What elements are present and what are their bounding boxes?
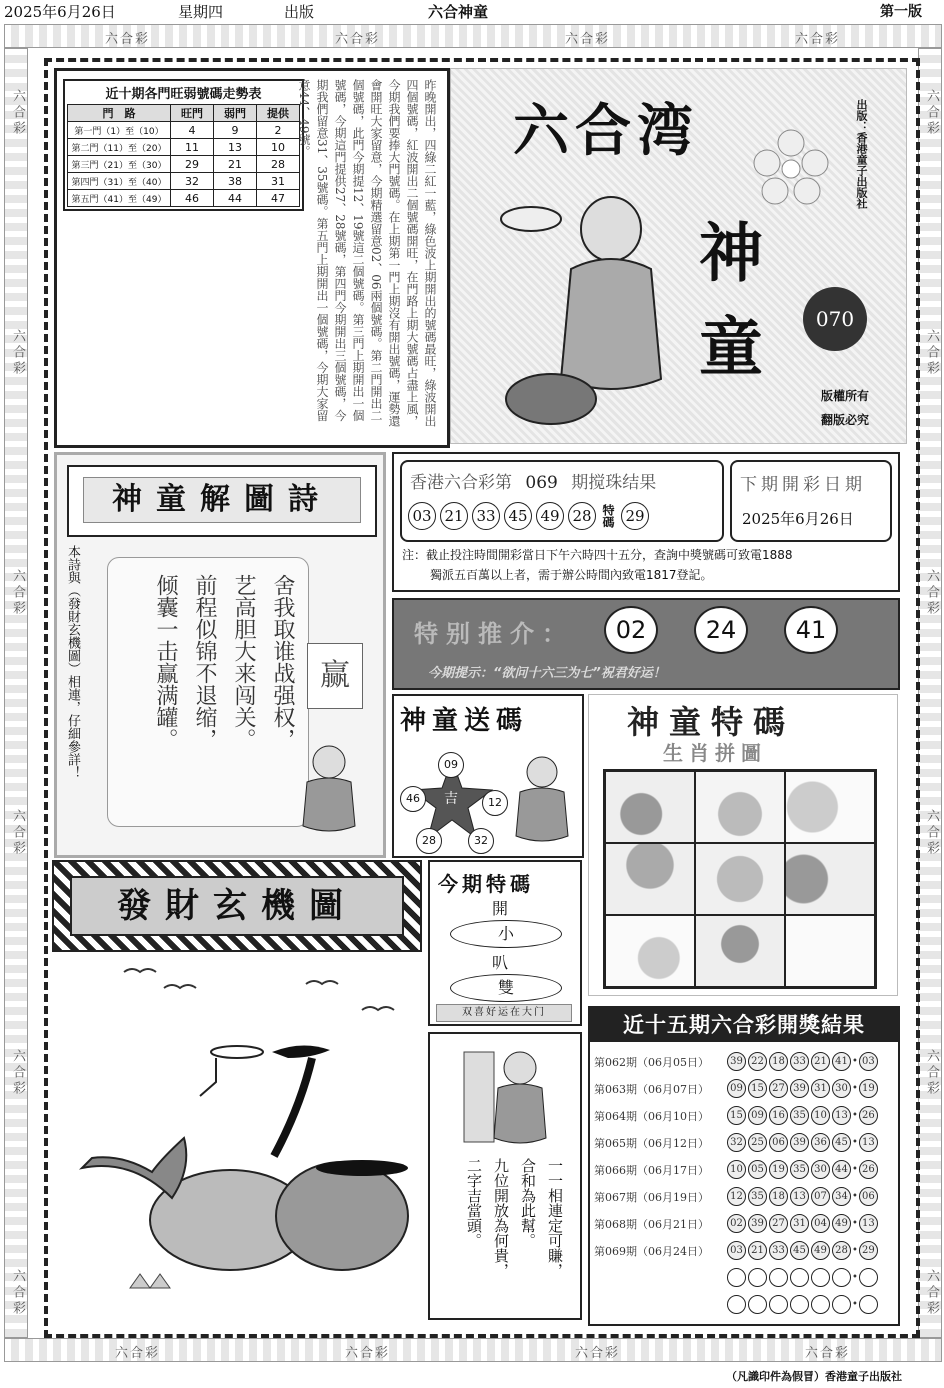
draw-ball: 49 <box>536 502 564 530</box>
result-ball <box>811 1268 830 1287</box>
result-ball: 05 <box>748 1160 767 1179</box>
result-ball: 44 <box>832 1160 851 1179</box>
border-text: 六合彩 <box>795 32 841 47</box>
trend-cell: 第五門（41）至（49） <box>68 190 171 207</box>
recommend-ball: 41 <box>784 606 838 654</box>
result-ball: 21 <box>811 1052 830 1071</box>
result-separator-icon: • <box>852 1137 858 1148</box>
recommend-ball: 02 <box>604 606 658 654</box>
gift-center: 吉 <box>444 791 458 807</box>
next-draw-box <box>730 460 892 542</box>
next-draw-date: 2025年6月26日 <box>742 510 854 528</box>
trend-cell: 第二門（11）至（20） <box>68 139 171 156</box>
result-ball: 19 <box>769 1160 788 1179</box>
hint-poem-line: 九位開放為何貴， <box>492 1158 510 1278</box>
result-row <box>594 1102 894 1129</box>
results-title: 近十五期六合彩開獎結果 <box>590 1008 898 1042</box>
trend-header: 旺門 <box>171 105 214 122</box>
issue-number-badge: 070 <box>803 287 867 351</box>
result-ball: 02 <box>727 1214 746 1233</box>
trend-header: 門 路 <box>68 105 171 122</box>
special-code-section <box>588 694 898 996</box>
trend-cell: 47 <box>257 190 300 207</box>
result-label: 第062期（06月05日） <box>594 1055 709 1069</box>
result-ball: 35 <box>748 1187 767 1206</box>
next-draw-label: 下期開彩日期 <box>740 475 866 495</box>
result-label: 第064期（06月10日） <box>594 1109 709 1123</box>
result-separator-icon: • <box>852 1056 858 1067</box>
poem-side-note: 本詩與（發財玄機圖）相連，仔細參詳！ <box>65 545 80 779</box>
gift-title: 神童送碼 <box>400 706 529 736</box>
result-ball <box>727 1295 746 1314</box>
border-text: 六合彩 <box>924 809 939 857</box>
this-issue-small: 小 <box>450 920 562 948</box>
left-border-strip <box>4 48 28 1338</box>
result-ball: 32 <box>727 1133 746 1152</box>
result-ball <box>769 1268 788 1287</box>
publisher-label: 出版：香港童子出版社 <box>855 99 868 209</box>
right-border-strip <box>918 48 942 1338</box>
fortune-picture <box>52 958 418 1322</box>
zodiac-puzzle <box>603 769 877 989</box>
result-ball: 18 <box>769 1187 788 1206</box>
result-label: 第068期（06月21日） <box>594 1217 709 1231</box>
puzzle-tile <box>605 915 695 987</box>
trend-cell: 21 <box>214 156 257 173</box>
result-special-ball: 19 <box>859 1079 878 1098</box>
result-ball: 07 <box>811 1187 830 1206</box>
hint-poem-line: 二字吉當頭。 <box>465 1158 483 1248</box>
trend-cell: 32 <box>171 173 214 190</box>
balls-icon <box>753 129 829 213</box>
border-text: 六合彩 <box>924 329 939 377</box>
border-text: 六合彩 <box>565 32 611 47</box>
result-separator-icon: • <box>852 1110 858 1121</box>
puzzle-tile <box>695 843 785 915</box>
rights-text-1: 版權所有 <box>821 389 870 403</box>
bottom-border-strip <box>4 1338 942 1362</box>
result-ball: 39 <box>790 1079 809 1098</box>
border-text: 六合彩 <box>924 1049 939 1097</box>
trend-cell: 第四門（31）至（40） <box>68 173 171 190</box>
border-text: 六合彩 <box>10 1049 25 1097</box>
hint-poem-lines <box>464 1158 566 1278</box>
result-ball: 18 <box>769 1052 788 1071</box>
gift-ball: 09 <box>438 752 464 778</box>
result-ball: 39 <box>748 1214 767 1233</box>
result-label: 第069期（06月24日） <box>594 1244 709 1258</box>
border-text: 六合彩 <box>10 809 25 857</box>
result-ball: 45 <box>832 1133 851 1152</box>
puzzle-tile <box>695 915 785 987</box>
result-ball: 09 <box>727 1079 746 1098</box>
draw-result-title <box>410 468 656 493</box>
result-row <box>594 1048 894 1075</box>
header-publish: 出版 <box>284 3 315 21</box>
border-text: 六合彩 <box>335 32 381 47</box>
special-code-title: 神童特碼 <box>627 703 796 741</box>
result-ball: 22 <box>748 1052 767 1071</box>
puzzle-tile <box>605 843 695 915</box>
trend-section <box>54 68 450 448</box>
result-special-ball: 13 <box>859 1133 878 1152</box>
recommend-ball: 24 <box>694 606 748 654</box>
analysis-text: 昨晚開出，四綠二紅一藍，綠色波上期開出的號碼最旺，綠波開出四個號碼，紅波開出二個號碼開旺，在門路上期大號碼占盡上風，今期我們要捧大門號碼。在上期第一門上期沒有開出號碼，運勢還會開旺大家留意，今期精選留意02、06兩個號碼。第二門開出二個號碼，此門今期提12、19號這二個號碼。第三門上期開出一個號碼，今期這門提供27、28號碼，第四門今期開出三個號碼，今期我們留意31、35號碼。第五門上期開出一個號碼，今期大家留意44、49號。 <box>297 79 437 427</box>
result-ball: 15 <box>748 1079 767 1098</box>
result-ball: 25 <box>748 1133 767 1152</box>
draw-result-prefix: 香港六合彩第 <box>410 473 512 493</box>
border-text: 六合彩 <box>10 1269 25 1317</box>
result-ball: 06 <box>769 1133 788 1152</box>
footer-text: （凡識印件為假冒）香港童子出版社 <box>726 1370 902 1383</box>
result-special-ball: 26 <box>859 1106 878 1125</box>
result-ball: 28 <box>832 1241 851 1260</box>
poem-line: 舍我取谁战强权， <box>270 574 295 750</box>
poem-section <box>54 452 386 858</box>
paper-name: 六合神童 <box>428 3 489 21</box>
trend-cell: 13 <box>214 139 257 156</box>
trend-cell: 第三門（21）至（30） <box>68 156 171 173</box>
result-ball: 12 <box>727 1187 746 1206</box>
draw-result-section <box>392 452 900 592</box>
result-ball: 35 <box>790 1106 809 1125</box>
header-bar <box>0 0 944 22</box>
result-ball: 16 <box>769 1106 788 1125</box>
result-ball <box>790 1295 809 1314</box>
special-ball: 29 <box>621 502 649 530</box>
result-ball: 31 <box>790 1214 809 1233</box>
result-separator-icon: • <box>852 1164 858 1175</box>
result-ball: 31 <box>811 1079 830 1098</box>
result-ball: 35 <box>790 1160 809 1179</box>
result-ball: 33 <box>769 1241 788 1260</box>
draw-ball: 45 <box>504 502 532 530</box>
result-special-ball <box>859 1295 878 1314</box>
result-special-ball: 26 <box>859 1160 878 1179</box>
rights-text-2: 翻版必究 <box>821 413 870 427</box>
result-ball: 21 <box>748 1241 767 1260</box>
puzzle-tile <box>785 843 875 915</box>
result-separator-icon: • <box>852 1083 858 1094</box>
trend-cell: 29 <box>171 156 214 173</box>
draw-result-suffix: 期搅珠结果 <box>571 473 657 493</box>
result-ball: 41 <box>832 1052 851 1071</box>
draw-ball: 21 <box>440 502 468 530</box>
masthead-side-title: 神童 <box>688 219 763 407</box>
trend-cell: 9 <box>214 122 257 139</box>
this-issue-double: 雙 <box>450 974 562 1002</box>
hint-poem-line: 合和為此幫。 <box>519 1158 537 1248</box>
draw-note-1: 注：截止投注時間開彩當日下午六時四十五分，查詢中獎號碼可致電1888 <box>402 548 793 562</box>
poem-title: 神童解圖詩 <box>83 477 361 523</box>
special-code-subtitle: 生肖拼圖 <box>663 741 767 765</box>
result-ball: 36 <box>811 1133 830 1152</box>
result-special-ball: 06 <box>859 1187 878 1206</box>
border-text: 六合彩 <box>115 1346 161 1361</box>
result-ball: 30 <box>811 1160 830 1179</box>
result-ball <box>748 1268 767 1287</box>
draw-ball: 33 <box>472 502 500 530</box>
this-issue-title: 今期特碼 <box>438 872 534 896</box>
recommend-section <box>392 598 900 690</box>
trend-cell: 38 <box>214 173 257 190</box>
result-label: 第067期（06月19日） <box>594 1190 709 1204</box>
recommend-numbers <box>604 606 838 654</box>
puzzle-tile <box>785 915 875 987</box>
result-ball: 30 <box>832 1079 851 1098</box>
poem-title-box <box>67 465 377 537</box>
trend-cell: 4 <box>171 122 214 139</box>
border-text: 六合彩 <box>575 1346 621 1361</box>
masthead <box>450 68 907 444</box>
result-ball: 09 <box>748 1106 767 1125</box>
trend-cell: 10 <box>257 139 300 156</box>
result-special-ball: 29 <box>859 1241 878 1260</box>
result-ball: 10 <box>727 1160 746 1179</box>
result-ball: 39 <box>790 1133 809 1152</box>
header-weekday: 星期四 <box>178 3 224 21</box>
border-text: 六合彩 <box>10 329 25 377</box>
result-row <box>594 1129 894 1156</box>
border-text: 六合彩 <box>924 1269 939 1317</box>
trend-cell: 31 <box>257 173 300 190</box>
poem-stamp: 赢 <box>307 643 363 709</box>
result-separator-icon: • <box>852 1272 858 1283</box>
draw-result-box <box>400 460 724 542</box>
special-label: 特碼 <box>601 504 615 528</box>
poem-line: 艺高胆大来闯关。 <box>231 574 256 750</box>
trend-cell: 11 <box>171 139 214 156</box>
result-ball <box>727 1268 746 1287</box>
recommend-tip: 今期提示：“欲问十六三为七”祝君好运！ <box>428 666 666 681</box>
fortune-title: 發財玄機圖 <box>70 876 404 936</box>
gift-ball: 12 <box>482 790 508 816</box>
result-ball: 27 <box>769 1214 788 1233</box>
draw-numbers <box>406 502 651 530</box>
this-issue-open: 開 <box>492 899 509 918</box>
hint-poem-section <box>428 1032 582 1320</box>
trend-cell: 2 <box>257 122 300 139</box>
trend-table-title: 近十期各門旺弱號碼走勢表 <box>105 87 262 102</box>
result-ball: 49 <box>832 1214 851 1233</box>
border-text: 六合彩 <box>924 89 939 137</box>
result-label: 第065期（06月12日） <box>594 1136 709 1150</box>
result-special-ball: 13 <box>859 1214 878 1233</box>
result-ball: 10 <box>811 1106 830 1125</box>
child-illustration <box>491 179 681 429</box>
result-row <box>594 1210 894 1237</box>
hint-poem-line: 一一相連定可賺， <box>546 1158 564 1278</box>
result-ball: 13 <box>790 1187 809 1206</box>
border-text: 六合彩 <box>10 569 25 617</box>
result-row <box>594 1264 894 1291</box>
gift-ball: 28 <box>416 828 442 854</box>
this-issue-section <box>428 860 582 1026</box>
result-ball <box>811 1295 830 1314</box>
results-list <box>594 1048 894 1318</box>
result-special-ball: 03 <box>859 1052 878 1071</box>
recommend-label: 特别推介： <box>414 619 574 648</box>
result-row <box>594 1183 894 1210</box>
result-ball: 34 <box>832 1187 851 1206</box>
result-ball <box>832 1295 851 1314</box>
this-issue-middle: 叭 <box>492 953 509 972</box>
poem-lines <box>150 574 298 750</box>
result-separator-icon: • <box>852 1191 858 1202</box>
draw-issue-number: 069 <box>525 473 558 493</box>
result-row <box>594 1156 894 1183</box>
result-ball: 04 <box>811 1214 830 1233</box>
header-date: 2025年6月26日 <box>4 3 116 21</box>
border-text: 六合彩 <box>105 32 151 47</box>
trend-cell: 44 <box>214 190 257 207</box>
result-ball: 33 <box>790 1052 809 1071</box>
trend-cell: 28 <box>257 156 300 173</box>
top-border-strip <box>4 24 942 48</box>
poem-scroll <box>107 557 309 827</box>
trend-cell: 第一門（1）至（10） <box>68 122 171 139</box>
result-ball <box>748 1295 767 1314</box>
result-ball: 03 <box>727 1241 746 1260</box>
result-ball: 39 <box>727 1052 746 1071</box>
result-row <box>594 1237 894 1264</box>
poem-line: 前程似锦不退缩， <box>192 574 217 750</box>
result-ball: 27 <box>769 1079 788 1098</box>
result-ball <box>769 1295 788 1314</box>
result-label: 第066期（06月17日） <box>594 1163 709 1177</box>
masthead-title: 六合湾 <box>513 98 699 164</box>
results-section <box>588 1006 900 1326</box>
result-label: 第063期（06月07日） <box>594 1082 709 1096</box>
puzzle-tile <box>785 771 875 843</box>
border-text: 六合彩 <box>10 89 25 137</box>
edition-label: 第一版 <box>880 4 922 20</box>
border-text: 六合彩 <box>805 1346 851 1361</box>
border-text: 六合彩 <box>924 569 939 617</box>
poem-line: 倾囊一击赢满罐。 <box>153 574 178 750</box>
result-separator-icon: • <box>852 1245 858 1256</box>
result-ball: 15 <box>727 1106 746 1125</box>
draw-ball: 28 <box>568 502 596 530</box>
result-separator-icon: • <box>852 1299 858 1310</box>
puzzle-tile <box>695 771 785 843</box>
result-row <box>594 1075 894 1102</box>
draw-note-2: 獨派五百萬以上者，需于辦公時間內致電1817登記。 <box>430 568 713 582</box>
result-ball <box>832 1268 851 1287</box>
fortune-title-box <box>52 860 422 952</box>
gift-section <box>392 694 584 858</box>
draw-ball: 03 <box>408 502 436 530</box>
gift-child-illustration <box>506 752 576 848</box>
trend-cell: 46 <box>171 190 214 207</box>
result-separator-icon: • <box>852 1218 858 1229</box>
result-ball <box>790 1268 809 1287</box>
trend-header: 弱門 <box>214 105 257 122</box>
this-issue-footer: 双喜好运在大门 <box>436 1004 572 1022</box>
result-special-ball <box>859 1268 878 1287</box>
puzzle-tile <box>605 771 695 843</box>
result-ball: 49 <box>811 1241 830 1260</box>
border-text: 六合彩 <box>345 1346 391 1361</box>
gift-ball: 32 <box>468 828 494 854</box>
result-ball: 45 <box>790 1241 809 1260</box>
result-ball: 13 <box>832 1106 851 1125</box>
child-small-illustration <box>289 740 369 840</box>
hint-child-illustration <box>460 1042 556 1152</box>
gift-ball: 46 <box>400 786 426 812</box>
result-row <box>594 1291 894 1318</box>
trend-header: 提供 <box>257 105 300 122</box>
